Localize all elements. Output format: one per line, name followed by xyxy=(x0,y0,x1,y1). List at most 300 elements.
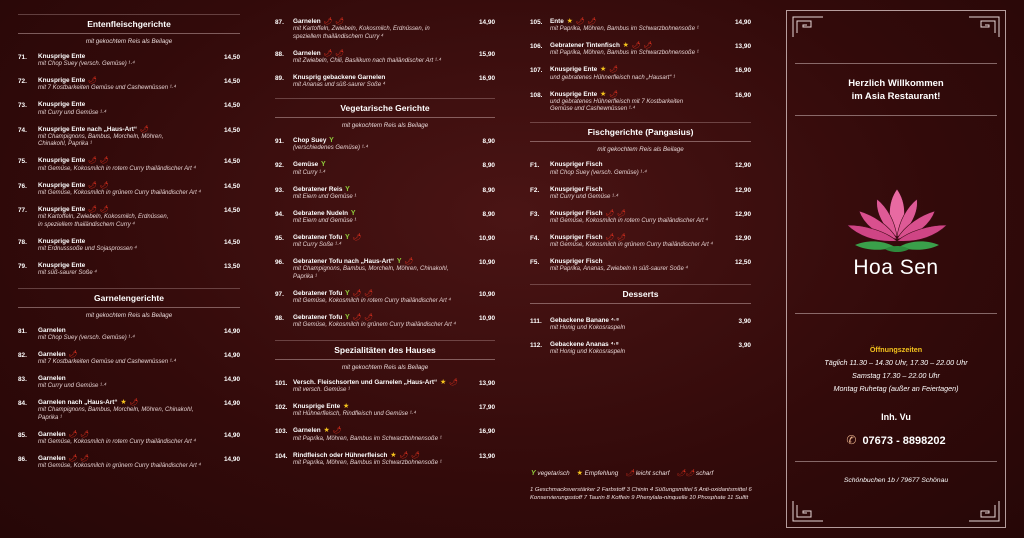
menu-section xyxy=(275,340,495,467)
phone-row xyxy=(787,433,1005,447)
item-price: 13,50 xyxy=(224,262,240,270)
leaf-icon: Y xyxy=(396,258,402,266)
star-icon: ★ xyxy=(600,66,607,74)
item-description: mit Curry Soße ¹·⁴ xyxy=(293,242,342,249)
item-name: Garnelen xyxy=(38,350,66,358)
item-name: Knusprige Ente xyxy=(38,77,86,85)
item-name-line xyxy=(38,327,214,335)
item-body xyxy=(293,314,469,330)
item-name-line xyxy=(550,66,725,74)
item-name: Knusprige Ente xyxy=(38,205,86,213)
chili-icon: 🌶 xyxy=(352,233,362,241)
item-body xyxy=(38,126,214,149)
menu-section xyxy=(530,122,751,274)
menu-item xyxy=(530,317,751,333)
item-description: und gebratenes Hühnerfleisch nach „Hausart“ ¹ xyxy=(550,74,676,81)
item-name: Rindfleisch oder Hühnerfleisch xyxy=(293,451,388,459)
chili-icon: 🌶 xyxy=(410,451,420,459)
menu-item xyxy=(18,455,240,471)
item-description: mit Paprika, Möhren, Bambus im Schwarzbohnensoße ¹ xyxy=(293,435,442,442)
item-description: mit Gemüse, Kokosmilch in rotem Curry thailändischer Art ⁴ xyxy=(38,165,197,172)
item-number: 106. xyxy=(530,43,543,51)
item-name-line xyxy=(550,18,725,26)
star-icon: ★ xyxy=(120,399,127,407)
item-name: Gebratener Tintenfisch xyxy=(550,42,620,50)
item-name-line xyxy=(550,186,725,194)
item-description: mit Paprika, Möhren, Bambus im Schwarzbohnensoße ¹ xyxy=(550,50,699,57)
opening-hours xyxy=(787,343,1005,395)
item-body xyxy=(293,74,469,90)
item-number: 112. xyxy=(530,342,543,350)
divider xyxy=(795,115,997,116)
item-body xyxy=(550,258,725,274)
item-name: Knusprige Ente xyxy=(38,53,86,60)
item-price: 14,90 xyxy=(224,431,240,439)
phone-icon: ✆ xyxy=(846,433,857,447)
item-number: 102. xyxy=(275,404,288,412)
item-number: 78. xyxy=(18,238,27,246)
menu-section xyxy=(18,288,240,471)
item-name-line xyxy=(38,101,214,109)
item-body xyxy=(550,317,725,333)
section-subtitle: mit gekochtem Reis als Beilage xyxy=(341,122,429,130)
item-price: 14,90 xyxy=(224,456,240,464)
chili-icon: 🌶 xyxy=(625,470,635,477)
item-name: Gemüse xyxy=(293,161,319,169)
item-description: mit Erdnusssoße und Sojasprossen ⁴ xyxy=(38,245,137,252)
item-number: 79. xyxy=(18,262,27,270)
item-price: 14,50 xyxy=(224,158,240,166)
item-description: mit Curry ¹·⁴ xyxy=(293,169,326,176)
corner-ornament-icon xyxy=(967,15,1001,39)
mild-spicy-label: leicht scharf xyxy=(635,470,670,477)
item-description: mit 7 Kostbarkeiten Gemüse und Cashewnüssen ¹·⁴ xyxy=(38,359,177,366)
item-description: mit Gemüse, Kokosmilch in rotem Curry thailändischer Art ⁴ xyxy=(38,439,197,446)
chili-icon: 🌶 xyxy=(68,455,78,463)
item-name: Knusprige Ente xyxy=(38,237,86,245)
item-name: Knusprige Ente xyxy=(550,66,598,74)
item-number: 81. xyxy=(18,327,27,335)
menu-item xyxy=(530,186,751,202)
item-description: mit versch. Gemüse ¹ xyxy=(293,387,351,394)
menu-item xyxy=(530,258,751,274)
item-name-line xyxy=(293,427,469,435)
spicy-label: scharf xyxy=(696,470,714,477)
item-name-line xyxy=(38,206,214,214)
menu-item xyxy=(18,327,240,343)
section-title: Spezialitäten des Hauses xyxy=(275,340,495,360)
item-name: Knusprig gebackene Garnelen xyxy=(293,73,386,81)
item-number: 101. xyxy=(275,379,288,387)
section-subtitle: mit gekochtem Reis als Beilage xyxy=(85,38,173,45)
star-icon: ★ xyxy=(566,18,573,25)
menu-item xyxy=(18,238,240,254)
item-price: 14,50 xyxy=(224,206,240,214)
menu-item xyxy=(530,234,751,250)
item-description: mit Kartoffeln, Zwiebeln, Kokosmilch, Erdnüssen, xyxy=(38,214,169,221)
menu-item xyxy=(18,53,240,69)
chili-icon: 🌶 xyxy=(323,49,333,57)
item-description: mit Gemüse, Kokosmilch in rotem Curry thailändischer Art ⁴ xyxy=(293,298,452,305)
chili-icon: 🌶 xyxy=(335,49,345,57)
item-body xyxy=(38,77,214,93)
item-name-line xyxy=(550,341,725,349)
item-description: mit süß-saurer Soße ⁴ xyxy=(38,269,97,276)
item-body xyxy=(550,18,725,34)
menu-item xyxy=(275,74,495,90)
recommendation-label: Empfehlung xyxy=(584,470,619,477)
item-price: 16,90 xyxy=(735,91,751,99)
item-description: mit Champignons, Bambus, Morcheln, Möhren, xyxy=(38,133,164,140)
item-price: 10,90 xyxy=(479,234,495,242)
item-number: F5. xyxy=(530,259,540,267)
item-number: 87. xyxy=(275,19,284,26)
chili-icon: 🌶 xyxy=(129,399,139,407)
item-price: 8,90 xyxy=(482,210,495,218)
vegetarian-label: vegetarisch xyxy=(537,470,570,477)
item-price: 14,50 xyxy=(224,182,240,190)
section-title: Garnelengerichte xyxy=(18,288,240,308)
item-price: 14,90 xyxy=(224,327,240,335)
item-number: F3. xyxy=(530,210,540,218)
menu-column-3 xyxy=(530,14,751,367)
top-items xyxy=(275,14,495,90)
menu-item xyxy=(275,403,495,419)
chili-icon: 🌶 xyxy=(605,209,615,217)
menu-item xyxy=(275,258,495,281)
item-description: mit Eiern und Gemüse ¹ xyxy=(293,193,357,200)
item-price: 14,90 xyxy=(224,400,240,408)
chili-icon: 🌶 xyxy=(88,205,97,213)
item-price: 13,90 xyxy=(479,452,495,460)
item-number: F4. xyxy=(530,234,540,242)
item-name-line xyxy=(38,399,214,407)
item-price: 14,50 xyxy=(224,238,240,246)
menu-section xyxy=(530,284,751,357)
menu-item xyxy=(18,126,240,149)
item-name-line xyxy=(38,126,214,134)
chili-icon: 🌶 xyxy=(352,289,362,297)
item-body xyxy=(38,206,214,229)
menu-item xyxy=(530,42,751,58)
chili-icon: 🌶 xyxy=(575,18,585,25)
item-name-line xyxy=(293,379,469,387)
item-name: Knusprige Ente xyxy=(293,403,341,411)
item-number: 96. xyxy=(275,259,284,267)
item-number: 92. xyxy=(275,162,284,170)
item-description: mit Curry und Gemüse ¹·⁴ xyxy=(38,383,107,390)
item-price: 14,90 xyxy=(224,375,240,383)
item-number: 88. xyxy=(275,50,284,58)
chili-icon: 🌶 xyxy=(88,157,97,165)
item-body xyxy=(550,91,725,114)
item-number: 76. xyxy=(18,182,27,190)
lotus-logo-icon xyxy=(825,181,969,261)
item-price: 16,90 xyxy=(479,74,495,82)
corner-ornament-icon xyxy=(791,15,825,39)
chili-icon: 🌶 xyxy=(631,42,641,50)
item-price: 15,90 xyxy=(479,50,495,58)
leaf-icon: Y xyxy=(350,209,356,217)
item-price: 8,90 xyxy=(482,138,495,146)
opening-hours-title: Öffnungszeiten xyxy=(869,345,923,354)
item-body xyxy=(38,53,214,69)
menu-item xyxy=(275,452,495,468)
item-description: mit Gemüse, Kokosmilch in grünem Curry thailändischer Art ⁴ xyxy=(38,189,202,196)
section-subtitle: mit gekochtem Reis als Beilage xyxy=(341,363,429,371)
item-description: mit Ananas und süß-saurer Soße ⁴ xyxy=(293,82,386,89)
item-name: Gebratener Tofu xyxy=(293,233,343,241)
chili-icon: 🌶 xyxy=(617,233,626,241)
leaf-icon: Y xyxy=(531,470,536,477)
menu-item xyxy=(275,314,495,330)
chili-icon: 🌶 xyxy=(335,18,345,25)
item-name: Garnelen xyxy=(38,455,66,463)
item-name: Knusprige Ente nach „Haus-Art“ xyxy=(38,125,138,133)
menu-item xyxy=(530,18,751,34)
item-price: 16,90 xyxy=(479,428,495,436)
item-name: Garnelen xyxy=(38,430,66,438)
item-description: mit Gemüse, Kokosmilch in grünem Curry thailändischer Art ⁴ xyxy=(293,322,457,329)
chili-icon: 🌶 xyxy=(99,205,109,213)
item-name: Gebratener Tofu nach „Haus-Art“ xyxy=(293,258,395,266)
item-description: speziellem thailändischem Curry ⁴ xyxy=(293,33,384,40)
item-price: 8,90 xyxy=(482,186,495,194)
item-price: 12,90 xyxy=(735,234,751,242)
menu-item xyxy=(275,234,495,250)
item-description: mit Champignons, Bambus, Morcheln, Möhren, Chinakohl, Paprika ¹ xyxy=(293,266,449,280)
leaf-icon: Y xyxy=(345,185,350,193)
item-name: Chop Suey xyxy=(293,137,327,145)
item-name-line xyxy=(38,375,214,383)
item-price: 14,90 xyxy=(479,19,495,26)
item-name-line xyxy=(550,91,725,99)
item-body xyxy=(293,18,469,41)
item-name: Knusprige Ente xyxy=(38,101,86,109)
item-body xyxy=(38,351,214,367)
item-number: 95. xyxy=(275,234,284,242)
item-price: 12,90 xyxy=(735,186,751,194)
section-subtitle: mit gekochtem Reis als Beilage xyxy=(85,311,173,319)
legend xyxy=(530,470,754,502)
item-number: 72. xyxy=(18,78,27,86)
chili-icon: 🌶 xyxy=(139,125,149,133)
item-price: 14,90 xyxy=(224,351,240,359)
item-price: 12,90 xyxy=(735,210,751,218)
chili-icon: 🌶 xyxy=(617,209,626,217)
item-body xyxy=(38,101,214,117)
chili-icon: 🌶 xyxy=(605,233,615,241)
hours-saturday: Samstag 17.30 – 22.00 Uhr xyxy=(852,371,940,380)
leaf-icon: Y xyxy=(329,137,334,145)
item-body xyxy=(550,161,725,177)
item-price: 10,90 xyxy=(479,259,495,267)
item-body xyxy=(550,210,725,226)
item-body xyxy=(38,238,214,254)
item-body xyxy=(293,258,469,281)
item-price: 12,90 xyxy=(735,162,751,170)
welcome-text xyxy=(787,77,1005,103)
item-body xyxy=(38,399,214,422)
item-name: Gebratener Tofu xyxy=(293,289,343,297)
item-body xyxy=(38,157,214,173)
item-body xyxy=(293,290,469,306)
item-body xyxy=(38,431,214,447)
item-name-line xyxy=(293,234,469,242)
item-description: mit Champignons, Bambus, Morcheln, Möhren, Chinakohl, Paprika ¹ xyxy=(38,407,194,422)
item-description: mit Gemüse, Kokosmilch in rotem Curry thailändischer Art ⁴ xyxy=(550,218,709,225)
menu-item xyxy=(275,137,495,153)
item-name: Garnelen xyxy=(38,326,66,334)
menu-item xyxy=(530,66,751,82)
item-price: 16,90 xyxy=(735,67,751,75)
item-number: 89. xyxy=(275,74,284,82)
item-number: 107. xyxy=(530,67,543,75)
item-price: 14,50 xyxy=(224,54,240,61)
menu-column-2 xyxy=(275,14,495,477)
chili-icon: 🌶 xyxy=(643,42,653,50)
corner-ornament-icon xyxy=(791,499,825,523)
leaf-icon: Y xyxy=(345,289,350,297)
chili-icon: 🌶 xyxy=(609,90,618,98)
chili-icon: 🌶 xyxy=(609,66,618,74)
chili-icon: 🌶 xyxy=(88,181,97,189)
star-icon: ★ xyxy=(576,470,583,477)
item-number: 74. xyxy=(18,126,27,134)
chili-icon: 🌶 xyxy=(80,455,90,463)
menu-item xyxy=(530,161,751,177)
mild-spicy-legend xyxy=(624,470,669,477)
item-body xyxy=(293,137,469,153)
item-price: 10,90 xyxy=(479,290,495,298)
item-body xyxy=(293,161,469,177)
menu-item xyxy=(18,351,240,367)
item-name: Knusprige Ente xyxy=(38,181,86,189)
chili-icon: 🌶 xyxy=(449,378,458,386)
item-description: mit Curry und Gemüse ¹·⁴ xyxy=(38,109,107,116)
item-number: 98. xyxy=(275,315,284,323)
item-name: Gebratene Nudeln xyxy=(293,209,349,217)
menu-item xyxy=(275,18,495,41)
item-name: Gebratener Reis xyxy=(293,185,343,193)
item-description: mit Kartoffeln, Zwiebeln, Kokosmilch, Erdnüssen, in xyxy=(293,26,430,33)
item-name-line xyxy=(550,210,725,218)
chili-icon: 🌶 xyxy=(99,181,109,189)
item-body xyxy=(550,341,725,357)
star-icon: ★ xyxy=(439,378,447,386)
chili-icon: 🌶 xyxy=(352,314,362,322)
item-body xyxy=(550,66,725,82)
item-number: 108. xyxy=(530,91,543,99)
recommendation-legend xyxy=(576,470,619,477)
menu-item xyxy=(530,341,751,357)
item-name-line xyxy=(550,234,725,242)
item-name: Knuspriger Fisch xyxy=(550,209,603,217)
item-name: Gebackene Banane ⁴·⁸ xyxy=(550,316,620,324)
chili-icon: 🌶 xyxy=(332,427,342,435)
item-price: 3,90 xyxy=(738,342,751,350)
item-name: Knusprige Ente xyxy=(38,157,86,165)
menu-item xyxy=(275,290,495,306)
chili-icon: 🌶 xyxy=(587,18,597,25)
menu-section xyxy=(18,14,240,278)
leaf-icon: Y xyxy=(345,233,350,241)
item-description: in speziellem thailändischem Curry ⁴ xyxy=(38,221,135,228)
item-description: mit Paprika, Möhren, Bambus im Schwarzbohnensoße ¹ xyxy=(550,26,699,33)
item-description: mit Hühnerfleisch, Rindfleisch und Gemüse ¹·⁴ xyxy=(293,411,417,418)
item-description: mit Honig und Kokosraspeln xyxy=(550,325,626,332)
item-body xyxy=(293,234,469,250)
item-body xyxy=(293,210,469,226)
item-price: 12,50 xyxy=(735,259,751,267)
star-icon: ★ xyxy=(323,427,330,435)
item-name: Versch. Fleischsorten und Garnelen „Haus-Art“ xyxy=(293,378,438,386)
item-price: 8,90 xyxy=(482,162,495,170)
item-number: 85. xyxy=(18,431,27,439)
star-icon: ★ xyxy=(622,42,629,50)
item-name: Garnelen xyxy=(293,18,321,25)
item-name: Garnelen nach „Haus-Art“ xyxy=(38,399,118,407)
item-price: 13,90 xyxy=(735,43,751,51)
item-price: 3,90 xyxy=(738,317,751,325)
item-name-line xyxy=(293,186,469,194)
item-name-line xyxy=(293,50,469,58)
menu-column-1 xyxy=(18,14,240,481)
menu-item xyxy=(18,182,240,198)
item-name-line xyxy=(293,258,469,266)
item-name: Garnelen xyxy=(293,49,321,57)
divider xyxy=(795,63,997,64)
chili-icon: 🌶 xyxy=(99,157,109,165)
chili-icon: 🌶 xyxy=(364,289,374,297)
address: Schönbuchen 1b / 79677 Schönau xyxy=(843,477,949,484)
item-name-line xyxy=(38,157,214,165)
item-description: und gebratenes Hühnerfleisch mit 7 Kostbarkeiten xyxy=(550,98,684,105)
item-name-line xyxy=(293,18,469,26)
item-number: 86. xyxy=(18,456,27,464)
item-name: Ente xyxy=(550,18,564,25)
menu-item xyxy=(530,210,751,226)
item-number: 82. xyxy=(18,351,27,359)
menu-item xyxy=(18,375,240,391)
item-name: Gebackene Ananas ⁴·⁸ xyxy=(550,341,619,349)
menu-item xyxy=(18,77,240,93)
item-number: 84. xyxy=(18,400,27,408)
owner-name: Inh. Vu xyxy=(881,412,911,422)
item-body xyxy=(38,262,214,278)
section-subtitle: mit gekochtem Reis als Beilage xyxy=(597,146,684,154)
menu-item xyxy=(275,427,495,443)
phone-number[interactable]: 07673 - 8898202 xyxy=(862,435,946,447)
menu-item xyxy=(275,161,495,177)
item-description: mit Eiern und Gemüse ¹ xyxy=(293,218,357,225)
item-price: 17,90 xyxy=(479,404,495,412)
item-description: mit Honig und Kokosraspeln xyxy=(550,349,626,356)
menu-item xyxy=(275,210,495,226)
section-title: Entenfleischgerichte xyxy=(18,14,240,34)
item-body xyxy=(293,186,469,202)
item-price: 14,50 xyxy=(224,126,240,134)
item-body xyxy=(38,182,214,198)
item-name-line xyxy=(38,431,214,439)
item-name: Knusprige Ente xyxy=(550,90,598,98)
divider xyxy=(795,313,997,314)
hours-daily: Täglich 11.30 – 14.30 Uhr, 17.30 – 22.00 Uhr xyxy=(824,358,968,367)
item-name-line xyxy=(550,42,725,50)
item-number: 104. xyxy=(275,452,288,460)
chili-icon: 🌶 xyxy=(404,258,414,266)
top-items xyxy=(530,14,751,114)
